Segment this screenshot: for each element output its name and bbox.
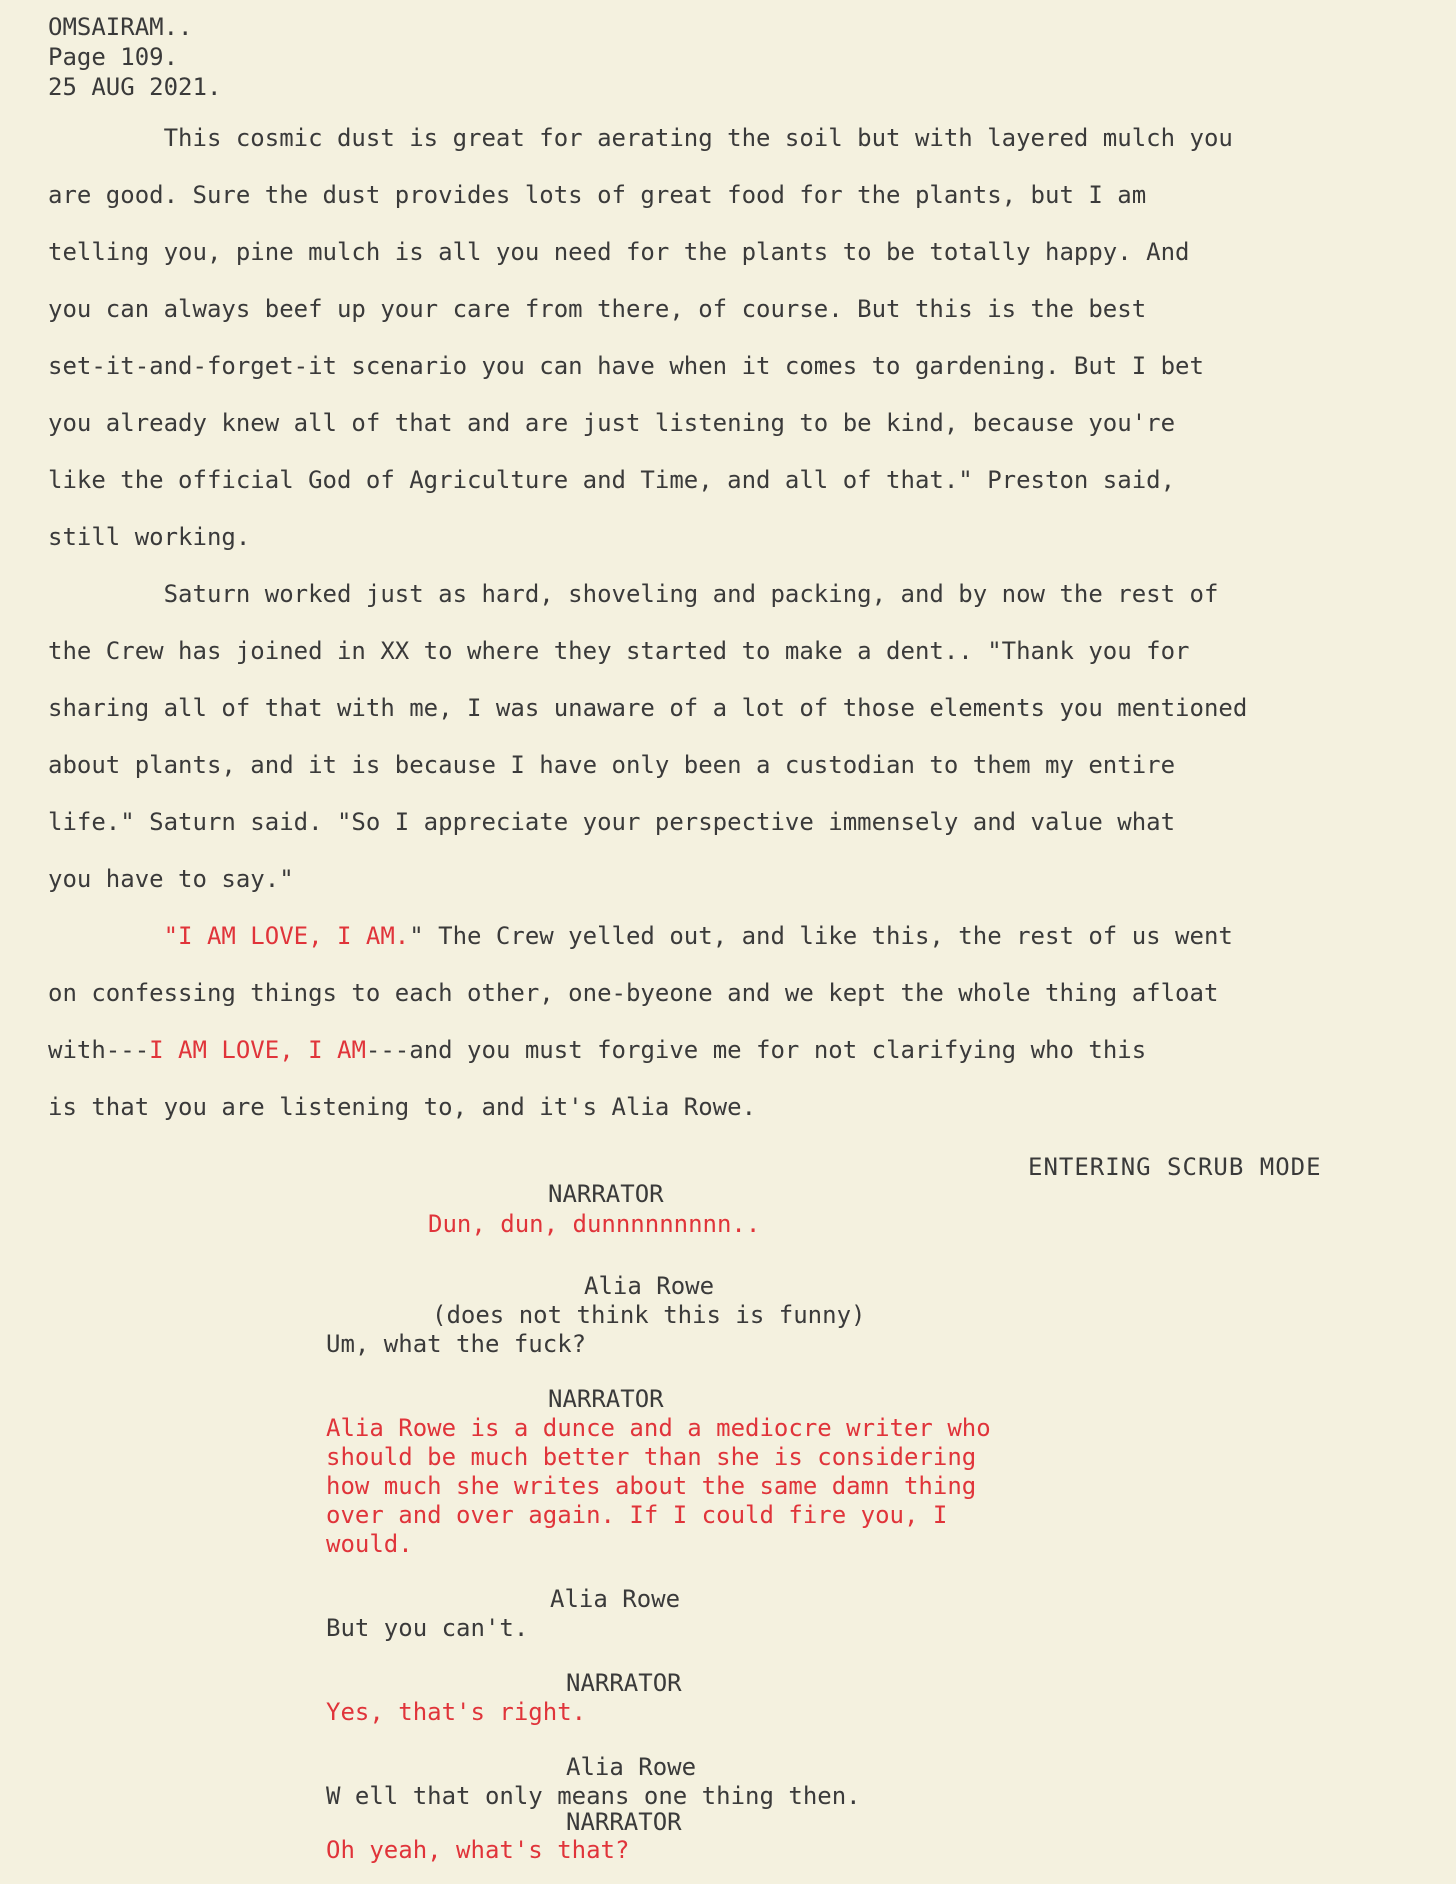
page-number: Page 109. xyxy=(48,43,179,71)
character-cue: Alia Rowe xyxy=(550,1585,681,1613)
prose-line: you have to say." xyxy=(48,865,294,893)
page-header xyxy=(48,12,221,102)
dialogue: Um, what the fuck? xyxy=(326,1330,587,1358)
dialogue: Yes, that's right. xyxy=(326,1698,587,1726)
character-cue: Alia Rowe xyxy=(584,1272,715,1300)
dialogue: W ell that only means one thing then. xyxy=(326,1782,861,1810)
prose-line: life." Saturn said. "So I appreciate your perspective immensely and value what xyxy=(48,808,1176,836)
prose-text: ---and you must forgive me for not clarifying who this xyxy=(365,1036,1147,1064)
character-cue: NARRATOR xyxy=(548,1180,664,1208)
prose-line: telling you, pine mulch is all you need for the plants to be totally happy. And xyxy=(48,238,1190,266)
prose-line: Saturn worked just as hard, shoveling and packing, and by now the rest of xyxy=(48,580,1219,608)
character-cue: NARRATOR xyxy=(566,1669,682,1697)
prose-line: about plants, and it is because I have only been a custodian to them my entire xyxy=(48,751,1176,779)
character-cue: NARRATOR xyxy=(566,1808,682,1836)
prose-text: " The Crew yelled out, and like this, the rest of us went xyxy=(409,922,1233,950)
parenthetical: (does not think this is funny) xyxy=(432,1301,866,1329)
dialogue: Oh yeah, what's that? xyxy=(326,1836,630,1864)
prose-line: on confessing things to each other, one-byeone and we kept the whole thing afloat xyxy=(48,979,1219,1007)
prose-line: This cosmic dust is great for aerating the soil but with layered mulch you xyxy=(48,124,1233,152)
red-chant: "I AM LOVE, I AM. xyxy=(163,922,410,950)
scene-mode-label: ENTERING SCRUB MODE xyxy=(1028,1153,1322,1181)
page-date: 25 AUG 2021. xyxy=(48,73,222,101)
indent xyxy=(48,922,164,950)
dialogue: But you can't. xyxy=(326,1614,529,1642)
dialogue: Dun, dun, dunnnnnnnnn.. xyxy=(428,1210,761,1238)
header-title: OMSAIRAM.. xyxy=(48,13,193,41)
character-cue: Alia Rowe xyxy=(566,1753,697,1781)
prose-line: you already knew all of that and are just listening to be kind, because you're xyxy=(48,409,1176,437)
prose-line: you can always beef up your care from there, of course. But this is the best xyxy=(48,295,1147,323)
prose-line xyxy=(48,1035,1448,1092)
prose-body xyxy=(48,123,1448,1149)
prose-text: with--- xyxy=(48,1036,150,1064)
prose-line: the Crew has joined in XX to where they started to make a dent.. "Thank you for xyxy=(48,637,1190,665)
character-cue: NARRATOR xyxy=(548,1385,664,1413)
prose-line: are good. Sure the dust provides lots of great food for the plants, but I am xyxy=(48,181,1147,209)
prose-line: is that you are listening to, and it's Alia Rowe. xyxy=(48,1093,757,1121)
prose-line: like the official God of Agriculture and Time, and all of that." Preston said, xyxy=(48,466,1176,494)
dialogue: Alia Rowe is a dunce and a mediocre writer who should be much better than she is considering how much she writes about the same damn thing over and over again. If I could fire you, I would. xyxy=(326,1414,991,1558)
red-chant: I AM LOVE, I AM xyxy=(149,1036,366,1064)
prose-line: still working. xyxy=(48,523,251,551)
prose-line: sharing all of that with me, I was unaware of a lot of those elements you mentioned xyxy=(48,694,1248,722)
prose-line xyxy=(48,921,1448,978)
prose-line: set-it-and-forget-it scenario you can have when it comes to gardening. But I bet xyxy=(48,352,1204,380)
